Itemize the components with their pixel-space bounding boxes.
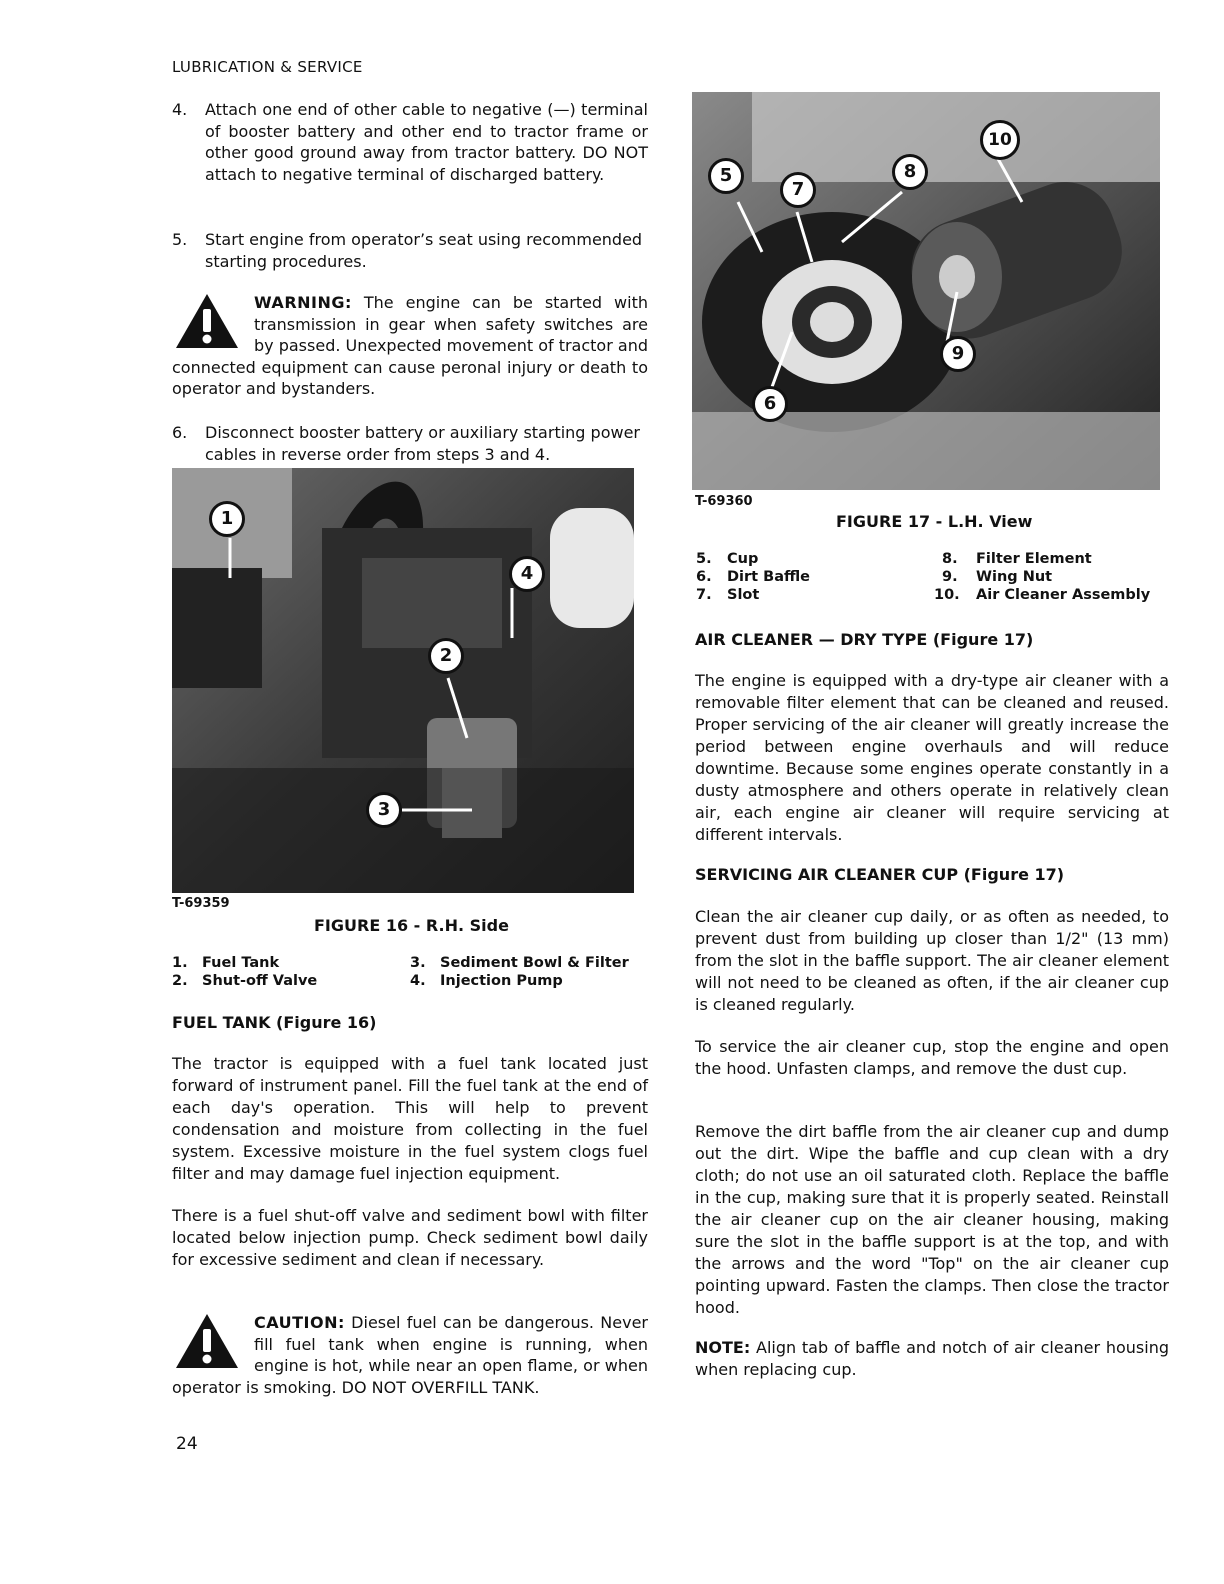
air-cleaner-paragraph: The engine is equipped with a dry-type air cleaner with a removable filter element that can be cleaned and reused. Proper servicing of the air cleaner will greatly increase the period between engine overhauls and will reduce downtime. Because some engines operate constantly in a dusty atmosphere and others operate in relatively clean air, each engine air cleaner will require servicing at different intervals. bbox=[695, 671, 1169, 844]
step-text: Attach one end of other cable to negative (—) terminal of booster battery and other end to tractor frame or other good ground away from tractor battery. DO NOT attach to negative terminal of discharged battery. bbox=[205, 100, 648, 184]
legend-num: 3. bbox=[410, 955, 426, 971]
fuel-tank-paragraph-2: There is a fuel shut-off valve and sediment bowl with filter located below injection pump. Check sediment bowl daily for excessive sediment and clean if necessary. bbox=[172, 1206, 648, 1269]
cup-service-paragraph-1: Clean the air cleaner cup daily, or as often as needed, to prevent dust from building up closer than 1/2" (13 mm) from the slot in the baffle support. The air cleaner element will not need to be cleaned as often, if the air cleaner cup is cleaned regularly. bbox=[695, 907, 1169, 1014]
warning-block bbox=[172, 292, 648, 402]
cup-service-heading: SERVICING AIR CLEANER CUP (Figure 17) bbox=[695, 865, 1065, 884]
legend-num: 7. bbox=[696, 587, 712, 603]
step-4 bbox=[172, 99, 648, 209]
figure-17-id: T-69360 bbox=[695, 494, 753, 509]
step-number: 4. bbox=[172, 100, 188, 119]
figure-16-id: T-69359 bbox=[172, 896, 230, 911]
note-text: Align tab of baffle and notch of air cleaner housing when replacing cup. bbox=[695, 1338, 1169, 1379]
caution-text: Diesel fuel can be dangerous. Never fill fuel tank when engine is running, when engine is hot, while near an open flame, or when operator is smoking. DO NOT OVERFILL TANK. bbox=[172, 1313, 648, 1397]
page-number: 24 bbox=[176, 1434, 198, 1454]
callout-3: 3 bbox=[366, 792, 402, 828]
callout-10: 10 bbox=[980, 120, 1020, 160]
fuel-tank-heading: FUEL TANK (Figure 16) bbox=[172, 1013, 377, 1032]
figure-16-title: FIGURE 16 - R.H. Side bbox=[314, 916, 509, 935]
legend-label: Sediment Bowl & Filter bbox=[440, 955, 629, 971]
engine-illustration bbox=[172, 468, 634, 893]
legend-num: 10. bbox=[934, 587, 960, 603]
callout-4: 4 bbox=[509, 556, 545, 592]
step-text: Start engine from operator’s seat using recommended starting procedures. bbox=[205, 230, 643, 271]
cup-service-paragraph-2: To service the air cleaner cup, stop the engine and open the hood. Unfasten clamps, and remove the dust cup. bbox=[695, 1037, 1169, 1078]
callout-2: 2 bbox=[428, 638, 464, 674]
step-6 bbox=[172, 422, 648, 468]
figure-16-legend bbox=[172, 955, 648, 991]
step-5 bbox=[172, 229, 648, 275]
step-text: Disconnect booster battery or auxiliary starting power cables in reverse order from steps 3 and 4. bbox=[205, 423, 640, 464]
legend-label: Slot bbox=[727, 587, 760, 603]
legend-num: 9. bbox=[942, 569, 958, 585]
legend-num: 2. bbox=[172, 973, 188, 989]
fuel-tank-paragraph-1: The tractor is equipped with a fuel tank located just forward of instrument panel. Fill the fuel tank at the end of each day's operation. This will help to prevent condensation and moisture from collecting in the fuel system. Excessive moisture in the fuel system clogs fuel filter and may damage fuel injection equipment. bbox=[172, 1054, 648, 1183]
air-cleaner-heading: AIR CLEANER — DRY TYPE (Figure 17) bbox=[695, 630, 1034, 649]
callout-8: 8 bbox=[892, 154, 928, 190]
legend-label: Injection Pump bbox=[440, 973, 563, 989]
air-cleaner-illustration bbox=[692, 92, 1160, 490]
legend-num: 1. bbox=[172, 955, 188, 971]
cup-service-paragraph-3: Remove the dirt baffle from the air cleaner cup and dump out the dirt. Wipe the baffle and cup clean with a dry cloth; do not use an oil saturated cloth. Replace the baffle in the cup, making sure that it is properly seated. Reinstall the air cleaner cup on the air cleaner housing, making sure the slot in the baffle support is at the top, and with the arrows and the word "Top" on the air cleaner cup pointing upward. Fasten the clamps. Then close the tractor hood. bbox=[695, 1122, 1169, 1317]
page-header: LUBRICATION & SERVICE bbox=[172, 58, 363, 76]
caution-label: CAUTION: bbox=[254, 1313, 345, 1332]
legend-num: 4. bbox=[410, 973, 426, 989]
legend-label: Shut-off Valve bbox=[202, 973, 318, 989]
legend-label: Fuel Tank bbox=[202, 955, 280, 971]
callout-5: 5 bbox=[708, 158, 744, 194]
legend-label: Wing Nut bbox=[976, 569, 1053, 585]
legend-num: 8. bbox=[942, 551, 958, 567]
legend-num: 6. bbox=[696, 569, 712, 585]
warning-label: WARNING: bbox=[254, 293, 352, 312]
legend-num: 5. bbox=[696, 551, 712, 567]
step-number: 5. bbox=[172, 230, 188, 249]
legend-label: Filter Element bbox=[976, 551, 1092, 567]
caution-block bbox=[172, 1312, 648, 1400]
note-label: NOTE: bbox=[695, 1338, 751, 1357]
figure-17-legend bbox=[696, 551, 1166, 605]
warning-text: The engine can be started with transmission in gear when safety switches are by passed. Unexpected movement of tractor and connected equipment can cause peronal injury or death to operator and bystanders. bbox=[172, 293, 648, 398]
callout-1: 1 bbox=[209, 501, 245, 537]
legend-label: Dirt Baffle bbox=[727, 569, 810, 585]
figure-17-photo bbox=[692, 92, 1160, 490]
figure-16-photo bbox=[172, 468, 634, 893]
step-number: 6. bbox=[172, 423, 188, 442]
callout-7: 7 bbox=[780, 172, 816, 208]
callout-9: 9 bbox=[940, 336, 976, 372]
note bbox=[695, 1337, 1169, 1381]
legend-label: Air Cleaner Assembly bbox=[976, 587, 1151, 603]
figure-17-title: FIGURE 17 - L.H. View bbox=[836, 512, 1033, 531]
legend-label: Cup bbox=[727, 551, 759, 567]
callout-6: 6 bbox=[752, 386, 788, 422]
